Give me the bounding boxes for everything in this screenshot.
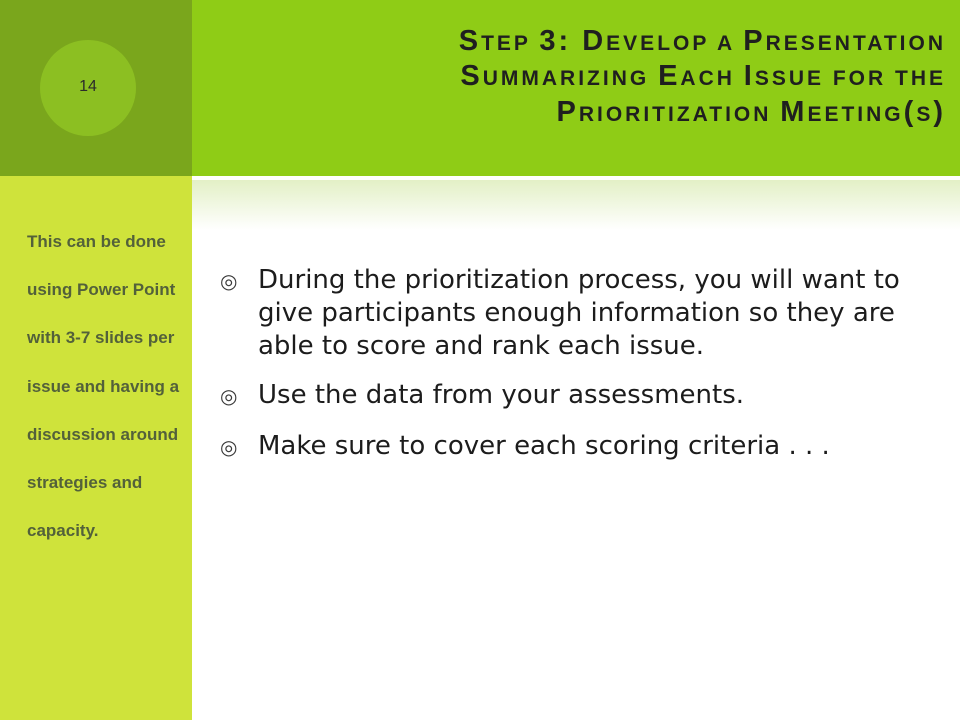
title-cap: ) <box>933 95 946 128</box>
circled-bullet-icon: ◎ <box>220 269 238 293</box>
title-rest: SSUE FOR THE <box>754 67 946 91</box>
title-cap: P <box>556 95 579 128</box>
title-line <box>206 24 946 59</box>
corner-block <box>0 0 192 176</box>
title-rest: S <box>916 102 934 126</box>
title-rest: TEP <box>481 32 540 55</box>
list-item <box>220 430 940 465</box>
title-rest: EVELOP A <box>606 32 744 55</box>
title-fade <box>192 180 960 230</box>
title-line <box>206 95 946 130</box>
bullet-text: During the prioritization process, you will want to give participants enough information so they are able to score and rank each issue. <box>258 265 900 361</box>
title-rest: EETING <box>807 102 904 126</box>
title-cap: I <box>743 60 755 93</box>
title-cap: E <box>658 60 681 93</box>
circled-bullet-icon: ◎ <box>220 384 238 408</box>
title-cap: P <box>743 25 766 57</box>
title-cap: ( <box>903 95 917 128</box>
title-rest: ACH <box>680 67 744 91</box>
title-cap: S <box>458 25 482 57</box>
slide-title <box>206 24 946 130</box>
sidebar-note: This can be done using Power Point with 3-7 slides per issue and having a discussion around strategies and capacity. <box>27 232 180 541</box>
title-rest: UMMARIZING <box>482 67 659 91</box>
title-bar <box>192 0 960 176</box>
bullet-text: Make sure to cover each scoring criteria . . . <box>258 431 830 461</box>
sidebar-panel <box>0 176 192 720</box>
bullet-list <box>220 264 940 481</box>
list-item <box>220 379 940 414</box>
bullet-text: Use the data from your assessments. <box>258 380 745 410</box>
slide-number-badge <box>40 40 136 136</box>
title-line <box>206 59 946 94</box>
slide-number: 14 <box>79 78 97 95</box>
list-item <box>220 264 940 363</box>
circled-bullet-icon: ◎ <box>220 435 238 459</box>
title-cap: S <box>460 60 483 93</box>
title-cap: M <box>780 95 808 128</box>
title-cap: 3: D <box>539 25 607 57</box>
title-rest: RIORITIZATION <box>578 102 781 126</box>
title-rest: RESENTATION <box>765 32 946 55</box>
